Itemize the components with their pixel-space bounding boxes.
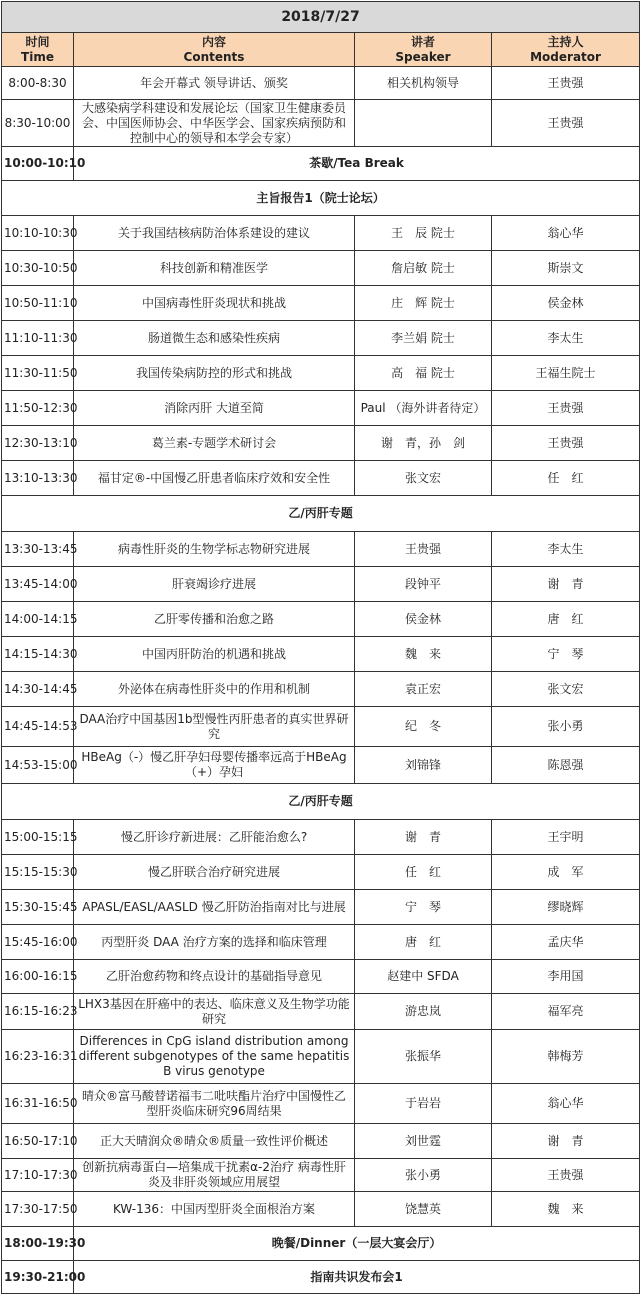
session-content: DAA治疗中国基因1b型慢性丙肝患者的真实世界研究 [74,707,355,747]
session-speaker: 张文宏 [355,461,492,496]
session-time: 19:30-21:00 [2,1261,74,1294]
session-content: HBeAg（-）慢乙肝孕妇母婴传播率远高于HBeAg（+）孕妇 [74,747,355,784]
session-moderator: 王宇明 [492,820,640,855]
session-moderator: 谢 青 [492,567,640,602]
session-speaker: 刘锦锋 [355,747,492,784]
session-speaker [355,100,492,147]
session-content: 中国丙肝防治的机遇和挑战 [74,637,355,672]
session-time: 10:00-10:10 [2,147,74,181]
session-speaker: 李兰娟 院士 [355,321,492,356]
session-moderator: 王贵强 [492,391,640,426]
table-row [2,672,640,707]
header-moderator-cn: 主持人 [547,34,584,49]
header-contents [74,33,355,67]
session-moderator: 福军亮 [492,994,640,1030]
session-content: 慢乙肝诊疗新进展：乙肝能治愈么? [74,820,355,855]
table-row [2,1030,640,1084]
session-time: 16:50-17:10 [2,1124,74,1159]
session-time: 13:30-13:45 [2,532,74,567]
session-speaker: 于岩岩 [355,1084,492,1124]
session-content: Differences in CpG island distribution among different subgenotypes of the same hepatitis B virus genotype [74,1030,355,1084]
session-time: 15:15-15:30 [2,855,74,890]
session-content: 丙型肝炎 DAA 治疗方案的选择和临床管理 [74,925,355,960]
session-speaker: 侯金林 [355,602,492,637]
session-content: KW-136：中国丙型肝炎全面根治方案 [74,1192,355,1227]
break-title: 晚餐/Dinner（一层大宴会厅） [74,1227,640,1261]
session-time: 11:50-12:30 [2,391,74,426]
table-row [2,1084,640,1124]
session-content: 福甘定®-中国慢乙肝患者临床疗效和安全性 [74,461,355,496]
session-time: 14:45-14:53 [2,707,74,747]
session-speaker: 王贵强 [355,532,492,567]
session-speaker: 魏 来 [355,637,492,672]
session-time: 16:15-16:23 [2,994,74,1030]
session-moderator: 魏 来 [492,1192,640,1227]
session-content: 肠道微生态和感染性疾病 [74,321,355,356]
session-time: 16:23-16:31 [2,1030,74,1084]
session-time: 18:00-19:30 [2,1227,74,1261]
session-content: LHX3基因在肝癌中的表达、临床意义及生物学功能研究 [74,994,355,1030]
session-time: 14:53-15:00 [2,747,74,784]
session-time: 16:31-16:50 [2,1084,74,1124]
session-content: 乙肝治愈药物和终点设计的基础指导意见 [74,960,355,994]
table-row [2,100,640,147]
session-time: 12:30-13:10 [2,426,74,461]
session-moderator: 唐 红 [492,602,640,637]
session-moderator: 侯金林 [492,286,640,321]
session-moderator: 王贵强 [492,1159,640,1192]
break-row [2,147,640,181]
break-title: 茶歇/Tea Break [74,147,640,181]
session-time: 17:30-17:50 [2,1192,74,1227]
section-title: 乙/丙肝专题 [2,496,640,532]
session-moderator: 李太生 [492,532,640,567]
session-speaker: 谢 青 [355,820,492,855]
table-row [2,925,640,960]
table-row [2,1124,640,1159]
table-row [2,391,640,426]
header-time [2,33,74,67]
session-speaker: 刘世霆 [355,1124,492,1159]
session-content: 乙肝零传播和治愈之路 [74,602,355,637]
session-content: 科技创新和精准医学 [74,251,355,286]
session-content: 中国病毒性肝炎现状和挑战 [74,286,355,321]
session-moderator: 张小勇 [492,707,640,747]
session-time: 11:10-11:30 [2,321,74,356]
header-contents-cn: 内容 [201,34,226,49]
session-time: 10:10-10:30 [2,216,74,251]
session-content: 关于我国结核病防治体系建设的建议 [74,216,355,251]
session-time: 13:10-13:30 [2,461,74,496]
session-speaker: 谢 青，孙 剑 [355,426,492,461]
table-row [2,356,640,391]
section-row [2,784,640,820]
session-speaker: 唐 红 [355,925,492,960]
session-speaker: 袁正宏 [355,672,492,707]
session-moderator: 王福生院士 [492,356,640,391]
session-time: 11:30-11:50 [2,356,74,391]
session-speaker: Paul （海外讲者待定） [355,391,492,426]
section-row [2,181,640,216]
header-moderator [492,33,640,67]
table-row [2,532,640,567]
session-time: 16:00-16:15 [2,960,74,994]
session-speaker: 任 红 [355,855,492,890]
table-row [2,567,640,602]
table-row [2,67,640,100]
session-speaker: 庄 辉 院士 [355,286,492,321]
session-time: 14:00-14:15 [2,602,74,637]
session-moderator: 陈恩强 [492,747,640,784]
session-time: 15:00-15:15 [2,820,74,855]
header-contents-en: Contents [183,49,245,64]
session-speaker: 游忠岚 [355,994,492,1030]
table-row [2,890,640,925]
break-title: 指南共识发布会1 [74,1261,640,1294]
session-moderator: 王贵强 [492,100,640,147]
header-moderator-en: Moderator [530,49,601,64]
table-row [2,820,640,855]
section-title: 乙/丙肝专题 [2,784,640,820]
table-row [2,960,640,994]
session-time: 10:30-10:50 [2,251,74,286]
session-content: 肝衰竭诊疗进展 [74,567,355,602]
session-time: 14:30-14:45 [2,672,74,707]
session-moderator: 成 军 [492,855,640,890]
session-moderator: 王贵强 [492,67,640,100]
header-time-cn: 时间 [25,34,50,49]
table-row [2,251,640,286]
schedule-date: 2018/7/27 [2,2,640,33]
table-row [2,461,640,496]
section-row [2,496,640,532]
session-content: APASL/EASL/AASLD 慢乙肝防治指南对比与进展 [74,890,355,925]
session-moderator: 缪晓辉 [492,890,640,925]
header-speaker [355,33,492,67]
session-speaker: 张振华 [355,1030,492,1084]
session-content: 我国传染病防控的形式和挑战 [74,356,355,391]
section-title: 主旨报告1（院士论坛） [2,181,640,216]
session-content: 创新抗病毒蛋白—培集成干扰素α-2治疗 病毒性肝炎及非肝炎领域应用展望 [74,1159,355,1192]
session-time: 14:15-14:30 [2,637,74,672]
header-time-en: Time [21,49,54,64]
session-moderator: 孟庆华 [492,925,640,960]
session-time: 8:30-10:00 [2,100,74,147]
table-row [2,855,640,890]
session-moderator: 谢 青 [492,1124,640,1159]
session-moderator: 任 红 [492,461,640,496]
session-content: 病毒性肝炎的生物学标志物研究进展 [74,532,355,567]
table-row [2,426,640,461]
session-content: 外泌体在病毒性肝炎中的作用和机制 [74,672,355,707]
table-row [2,747,640,784]
header-row [2,33,640,67]
break-row [2,1227,640,1261]
session-speaker: 段钟平 [355,567,492,602]
session-time: 15:30-15:45 [2,890,74,925]
header-speaker-en: Speaker [395,49,451,64]
session-moderator: 李太生 [492,321,640,356]
session-moderator: 翁心华 [492,216,640,251]
table-row [2,1192,640,1227]
session-speaker: 赵建中 SFDA [355,960,492,994]
session-content: 大感染病学科建设和发展论坛（国家卫生健康委员会、中国医师协会、中华医学会、国家疾病预防和控制中心的领导和本学会专家） [74,100,355,147]
session-moderator: 王贵强 [492,426,640,461]
table-row [2,286,640,321]
table-row [2,637,640,672]
session-moderator: 翁心华 [492,1084,640,1124]
session-speaker: 詹启敏 院士 [355,251,492,286]
session-speaker: 张小勇 [355,1159,492,1192]
session-time: 13:45-14:00 [2,567,74,602]
session-time: 17:10-17:30 [2,1159,74,1192]
session-content: 正大天晴润众®晴众®质量一致性评价概述 [74,1124,355,1159]
header-speaker-cn: 讲者 [410,34,435,49]
session-moderator: 斯崇文 [492,251,640,286]
table-row [2,1159,640,1192]
session-speaker: 高 福 院士 [355,356,492,391]
session-moderator: 宁 琴 [492,637,640,672]
table-row [2,321,640,356]
session-speaker: 王 辰 院士 [355,216,492,251]
session-speaker: 相关机构领导 [355,67,492,100]
schedule-table [1,1,640,1294]
session-speaker: 饶慧英 [355,1192,492,1227]
break-row [2,1261,640,1294]
session-time: 8:00-8:30 [2,67,74,100]
session-content: 葛兰素-专题学术研讨会 [74,426,355,461]
date-row [2,2,640,33]
session-content: 慢乙肝联合治疗研究进展 [74,855,355,890]
session-content: 年会开幕式 领导讲话、颁奖 [74,67,355,100]
session-time: 15:45-16:00 [2,925,74,960]
table-row [2,602,640,637]
session-time: 10:50-11:10 [2,286,74,321]
table-row [2,216,640,251]
table-row [2,707,640,747]
session-speaker: 宁 琴 [355,890,492,925]
session-content: 晴众®富马酸替诺福韦二吡呋酯片治疗中国慢性乙型肝炎临床研究96周结果 [74,1084,355,1124]
table-row [2,994,640,1030]
session-moderator: 李用国 [492,960,640,994]
session-moderator: 韩梅芳 [492,1030,640,1084]
session-moderator: 张文宏 [492,672,640,707]
session-speaker: 纪 冬 [355,707,492,747]
session-content: 消除丙肝 大道至简 [74,391,355,426]
